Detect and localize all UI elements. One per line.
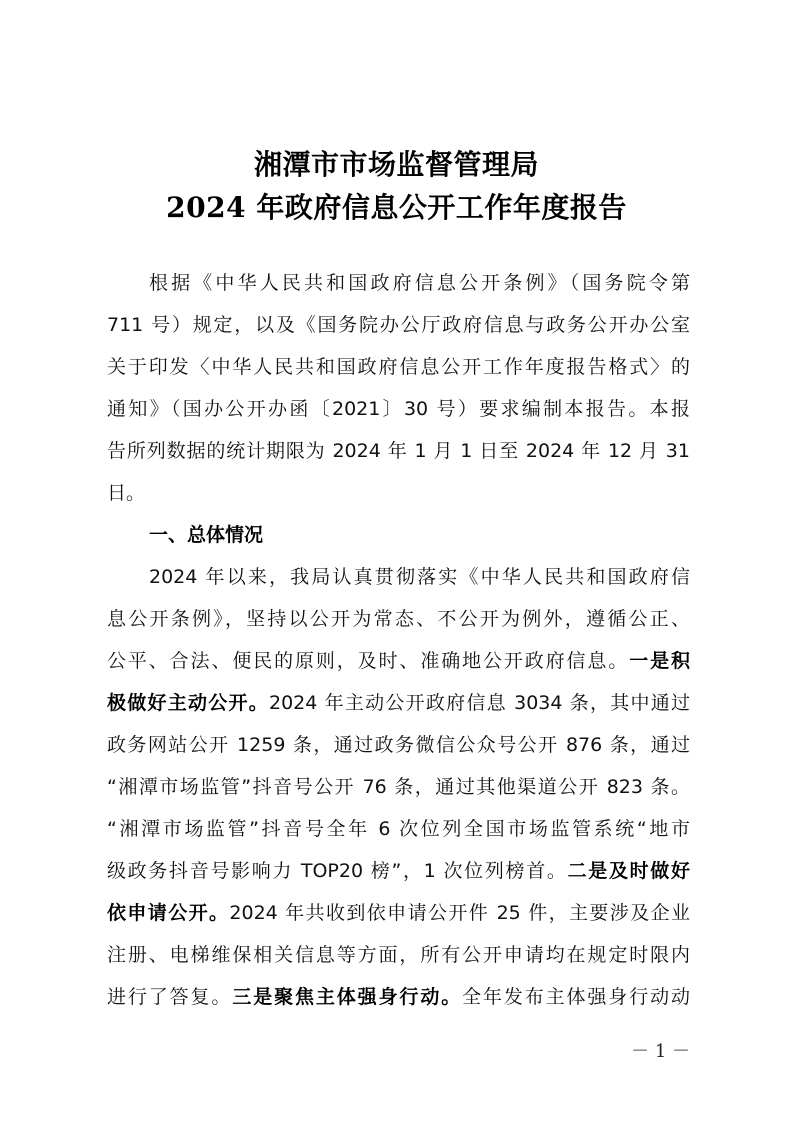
section1-line-7: “湘潭市场监管”抖音号全年 6 次位列全国市场监管系统“地市 xyxy=(107,818,690,840)
section1-line-4 xyxy=(107,691,690,715)
intro-line-3: 关于印发〈中华人民共和国政府信息公开工作年度报告格式〉的 xyxy=(107,356,690,378)
section-heading-overview: 一、总体情况 xyxy=(149,524,264,546)
section1-line-3-text: 公平、合法、便民的原则，及时、准确地公开政府信息。 xyxy=(107,650,630,672)
section1-line-2: 息公开条例》，坚持以公开为常态、不公开为例外，遵循公正、 xyxy=(107,608,690,630)
document-title-line1: 湘潭市市场监督管理局 xyxy=(253,148,539,181)
intro-line-1: 根据《中华人民共和国政府信息公开条例》（国务院令第 xyxy=(149,272,690,294)
page-number: － 1 － xyxy=(631,1041,690,1062)
section1-line-1: 2024 年以来，我局认真贯彻落实《中华人民共和国政府信 xyxy=(149,566,690,588)
section1-line-4-text: 2024 年主动公开政府信息 3034 条，其中通过 xyxy=(268,692,690,714)
section1-line-3 xyxy=(107,649,690,673)
intro-line-6: 日。 xyxy=(107,482,146,504)
intro-line-4: 通知》（国办公开办函〔2021〕30 号）要求编制本报告。本报 xyxy=(107,398,690,420)
emphasis-point-two: 二是及时做好 xyxy=(567,860,690,882)
document-title-line2: 2024 年政府信息公开工作年度报告 xyxy=(166,191,627,224)
section1-line-8 xyxy=(107,859,690,883)
section1-line-9-text: 2024 年共收到依申请公开件 25 件，主要涉及企业 xyxy=(229,902,690,924)
intro-line-5: 告所列数据的统计期限为 2024 年 1 月 1 日至 2024 年 12 月 31 xyxy=(107,440,690,462)
section1-line-8-text: 级政务抖音号影响力 TOP20 榜”，1 次位列榜首。 xyxy=(107,860,568,882)
emphasis-point-three: 三是聚焦主体强身行动。 xyxy=(232,986,463,1008)
emphasis-point-one-cont: 极做好主动公开。 xyxy=(107,692,269,714)
section1-line-6: “湘潭市场监管”抖音号公开 76 条，通过其他渠道公开 823 条。 xyxy=(107,776,690,798)
section1-line-11-text: 进行了答复。 xyxy=(107,986,233,1008)
emphasis-point-one: 一是积 xyxy=(629,650,690,672)
section1-line-9 xyxy=(107,901,690,925)
section1-line-11-tail: 全年发布主体强身行动动 xyxy=(462,986,690,1008)
section1-line-5: 政务网站公开 1259 条，通过政务微信公众号公开 876 条，通过 xyxy=(107,734,690,756)
section1-line-10: 注册、电梯维保相关信息等方面，所有公开申请均在规定时限内 xyxy=(107,944,690,966)
emphasis-point-two-cont: 依申请公开。 xyxy=(107,902,230,924)
intro-line-2: 711 号）规定，以及《国务院办公厅政府信息与政务公开办公室 xyxy=(107,314,690,336)
section1-line-11 xyxy=(107,985,690,1009)
